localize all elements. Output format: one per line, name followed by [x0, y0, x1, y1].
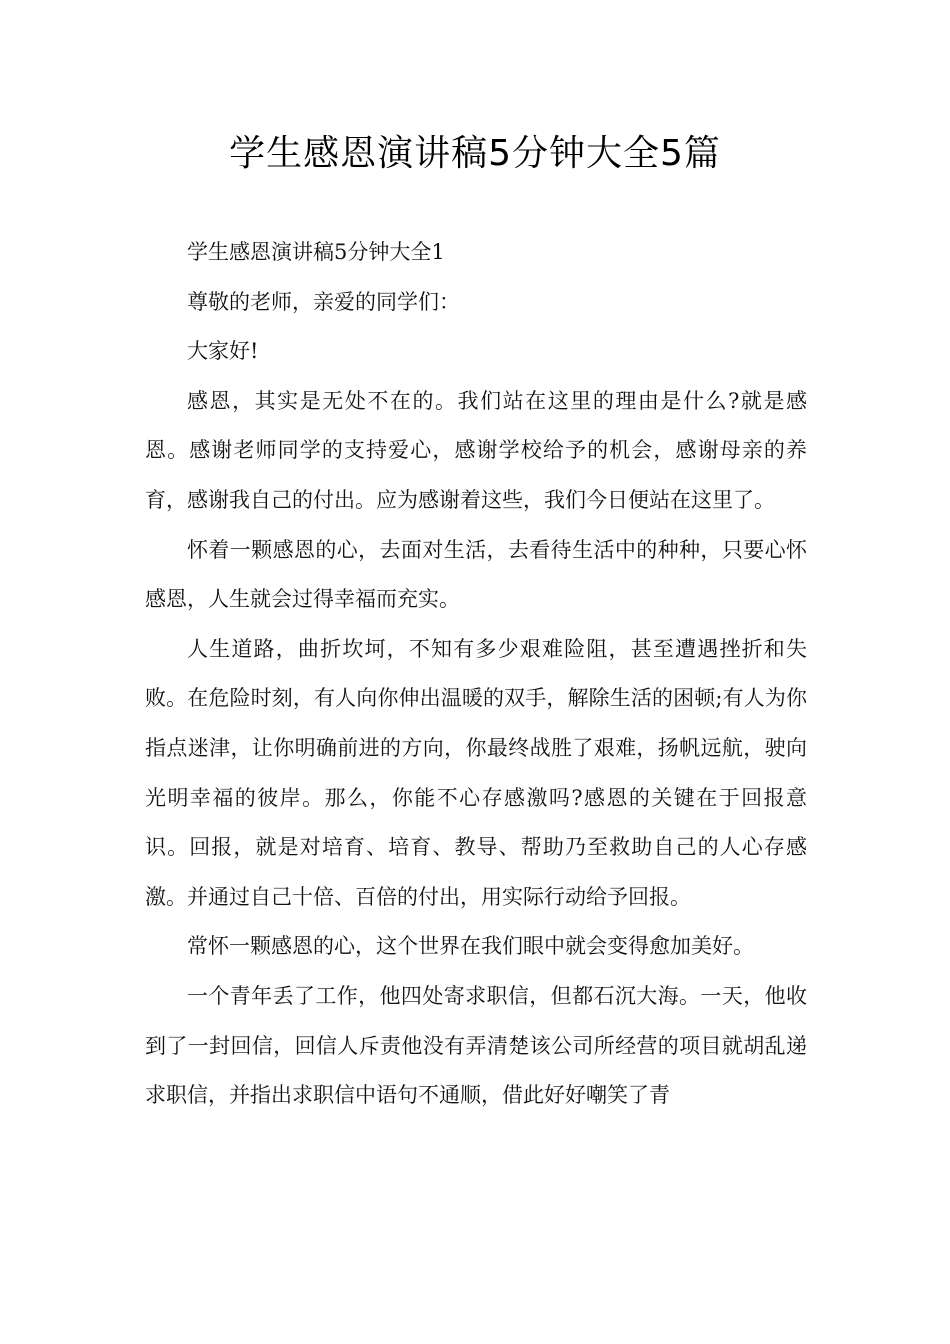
paragraph: 感恩，其实是无处不在的。我们站在这里的理由是什么?就是感恩。感谢老师同学的支持爱心，感谢学校给予的机会，感谢母亲的养育，感谢我自己的付出。应为感谢着这些，我们今日便站在这里了。 — [145, 388, 807, 512]
paragraph: 常怀一颗感恩的心，这个世界在我们眼中就会变得愈加美好。 — [187, 934, 754, 959]
document-body — [145, 228, 807, 1121]
paragraph-section-heading: 学生感恩演讲稿5分钟大全1 — [187, 240, 445, 264]
paragraph-greeting: 大家好! — [187, 339, 259, 364]
paragraph: 一个青年丢了工作，他四处寄求职信，但都石沉大海。一天，他收到了一封回信，回信人斥责他没有弄清楚该公司所经营的项目就胡乱递求职信，并指出求职信中语句不通顺，借此好好嘲笑了青 — [145, 983, 807, 1108]
document-title: 学生感恩演讲稿5分钟大全5篇 — [229, 133, 721, 174]
paragraph-salutation: 尊敬的老师，亲爱的同学们： — [187, 289, 460, 314]
paragraph: 怀着一颗感恩的心，去面对生活，去看待生活中的种种，只要心怀感恩，人生就会过得幸福而充实。 — [145, 537, 807, 612]
paragraph: 人生道路，曲折坎坷，不知有多少艰难险阻，甚至遭遇挫折和失败。在危险时刻，有人向你伸出温暖的双手，解除生活的困顿;有人为你指点迷津，让你明确前进的方向，你最终战胜了艰难，扬帆远航，驶向光明幸福的彼岸。那么，你能不心存感激吗?感恩的关键在于回报意识。回报，就是对培育、培育、教导、帮助乃至救助自己的人心存感激。并通过自己十倍、百倍的付出，用实际行动给予回报。 — [145, 636, 807, 909]
